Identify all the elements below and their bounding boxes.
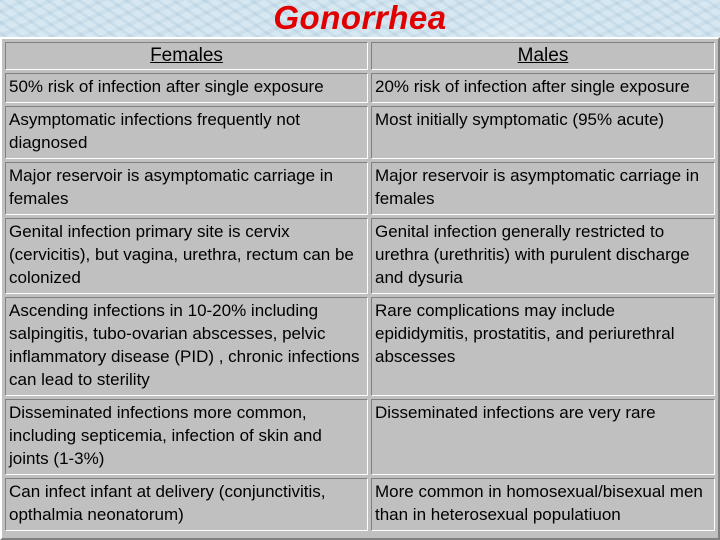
header-males [371, 42, 715, 70]
header-males-label: Males [517, 45, 569, 66]
female-cell: 50% risk of infection after single exposure [5, 73, 368, 103]
male-cell: Most initially symptomatic (95% acute) [371, 106, 715, 159]
table-row [5, 218, 715, 294]
header-females [5, 42, 368, 70]
header-females-label: Females [150, 45, 223, 66]
comparison-table [2, 39, 718, 534]
table-row [5, 478, 715, 531]
male-cell: Disseminated infections are very rare [371, 399, 715, 475]
table-row [5, 399, 715, 475]
comparison-table-frame [0, 37, 720, 540]
table-row [5, 73, 715, 103]
slide-title: Gonorrhea [273, 0, 447, 36]
male-cell: Genital infection generally restricted to urethra (urethritis) with purulent discharge and dysuria [371, 218, 715, 294]
female-cell: Disseminated infections more common, including septicemia, infection of skin and joints (1-3%) [5, 399, 368, 475]
table-row [5, 162, 715, 215]
table-header-row [5, 42, 715, 70]
male-cell: More common in homosexual/bisexual men than in heterosexual populatiuon [371, 478, 715, 531]
female-cell: Major reservoir is asymptomatic carriage in females [5, 162, 368, 215]
table-row [5, 106, 715, 159]
table-row [5, 297, 715, 396]
male-cell: Rare complications may include epididymitis, prostatitis, and periurethral abscesses [371, 297, 715, 396]
female-cell: Ascending infections in 10-20% including salpingitis, tubo-ovarian abscesses, pelvic inflammatory disease (PID) , chronic infections can lead to sterility [5, 297, 368, 396]
female-cell: Genital infection primary site is cervix (cervicitis), but vagina, urethra, rectum can be colonized [5, 218, 368, 294]
female-cell: Can infect infant at delivery (conjunctivitis, opthalmia neonatorum) [5, 478, 368, 531]
male-cell: Major reservoir is asymptomatic carriage in females [371, 162, 715, 215]
male-cell: 20% risk of infection after single exposure [371, 73, 715, 103]
female-cell: Asymptomatic infections frequently not diagnosed [5, 106, 368, 159]
